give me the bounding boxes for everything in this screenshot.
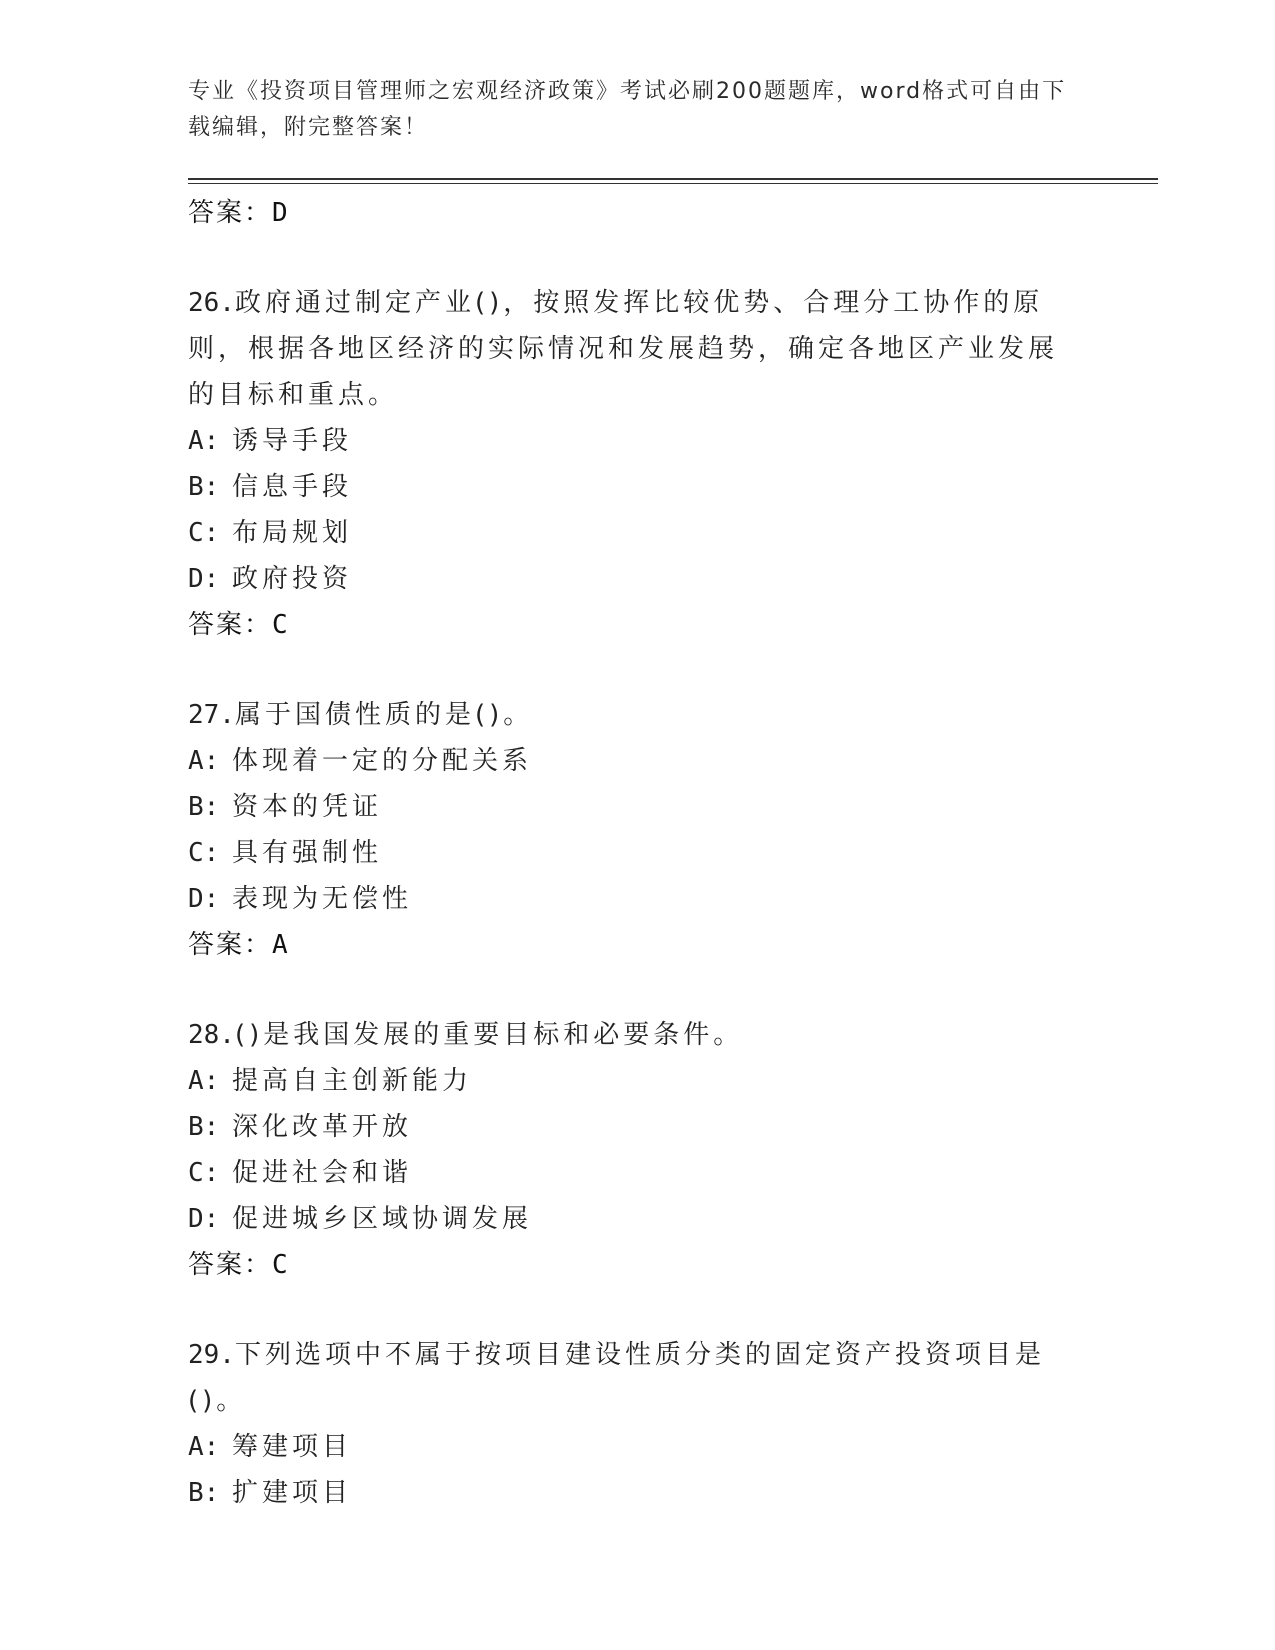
question-list [188, 190, 1068, 1516]
option-text: 具有强制性 [232, 838, 383, 868]
option-text: 资本的凭证 [232, 792, 383, 822]
header-divider [188, 178, 1158, 180]
option-text: 提高自主创新能力 [232, 1066, 473, 1096]
option-item [188, 738, 1068, 784]
option-text: 体现着一定的分配关系 [232, 746, 533, 776]
option-item [188, 830, 1068, 876]
question-gap [188, 968, 1068, 1012]
question-gap [188, 1288, 1068, 1332]
document-header: 专业《投资项目管理师之宏观经济政策》考试必刷200题题库，word格式可自由下载编辑，附完整答案！ [188, 79, 1067, 140]
option-item [188, 1424, 1068, 1470]
option-text: 信息手段 [232, 472, 353, 502]
option-text: 深化改革开放 [232, 1112, 413, 1142]
question-gap [188, 648, 1068, 692]
option-item [188, 1104, 1068, 1150]
question-text: 下列选项中不属于按项目建设性质分类的固定资产投资项目是()。 [188, 1340, 1045, 1416]
question-block [188, 1012, 1068, 1288]
answer-value: D [272, 198, 290, 228]
option-letter: C: [188, 1158, 220, 1188]
question-block [188, 692, 1068, 968]
option-text: 诱导手段 [232, 426, 353, 456]
option-letter: B: [188, 792, 220, 822]
answer-line [188, 602, 1068, 648]
answer-label: 答案： [188, 930, 273, 960]
question-stem [188, 692, 1068, 738]
question-stem [188, 1332, 1068, 1424]
option-letter: A: [188, 1066, 220, 1096]
option-text: 表现为无偿性 [232, 884, 413, 914]
answer-value: C [272, 610, 290, 640]
question-number: 26. [188, 288, 235, 318]
question-number: 27. [188, 700, 235, 730]
option-item [188, 1058, 1068, 1104]
answer-label: 答案： [188, 1250, 273, 1280]
option-item [188, 1196, 1068, 1242]
question-gap [188, 236, 1068, 280]
option-letter: D: [188, 1204, 220, 1234]
answer-line [188, 1242, 1068, 1288]
answer-line [188, 190, 1068, 236]
option-item [188, 1150, 1068, 1196]
option-item [188, 1470, 1068, 1516]
option-item [188, 418, 1068, 464]
option-item [188, 464, 1068, 510]
question-text: 属于国债性质的是()。 [234, 700, 534, 730]
option-item [188, 510, 1068, 556]
question-text: ()是我国发展的重要目标和必要条件。 [234, 1020, 744, 1050]
question-text: 政府通过制定产业()，按照发挥比较优势、合理分工协作的原则，根据各地区经济的实际情况和发展趋势，确定各地区产业发展的目标和重点。 [188, 288, 1059, 410]
option-text: 布局规划 [232, 518, 353, 548]
option-text: 筹建项目 [232, 1432, 353, 1462]
option-letter: A: [188, 426, 220, 456]
question-stem [188, 280, 1068, 418]
option-text: 促进城乡区域协调发展 [232, 1204, 533, 1234]
question-block [188, 1332, 1068, 1516]
answer-line [188, 922, 1068, 968]
answer-label: 答案： [188, 610, 273, 640]
option-text: 促进社会和谐 [232, 1158, 413, 1188]
option-letter: C: [188, 518, 220, 548]
option-item [188, 556, 1068, 602]
option-letter: D: [188, 564, 220, 594]
option-letter: B: [188, 1112, 220, 1142]
header-divider-thin [188, 183, 1158, 184]
option-letter: C: [188, 838, 220, 868]
option-letter: B: [188, 1478, 220, 1508]
option-text: 扩建项目 [232, 1478, 353, 1508]
question-block [188, 280, 1068, 648]
option-letter: D: [188, 884, 220, 914]
option-letter: B: [188, 472, 220, 502]
option-item [188, 784, 1068, 830]
answer-label: 答案： [188, 198, 273, 228]
question-number: 29. [188, 1340, 235, 1370]
option-text: 政府投资 [232, 564, 353, 594]
answer-value: A [272, 930, 290, 960]
answer-value: C [272, 1250, 290, 1280]
question-number: 28. [188, 1020, 235, 1050]
option-letter: A: [188, 746, 220, 776]
option-item [188, 876, 1068, 922]
question-stem [188, 1012, 1068, 1058]
option-letter: A: [188, 1432, 220, 1462]
